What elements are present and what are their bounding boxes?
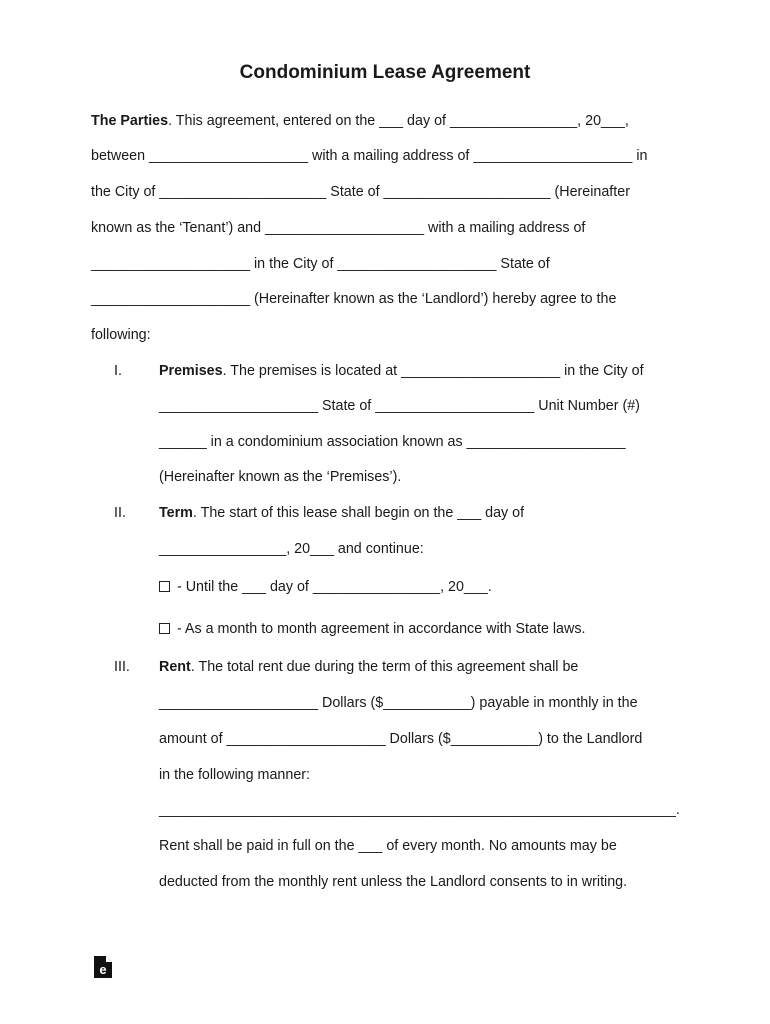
parties-line-3: the City of _____________________ State of _____________________ (Hereinafter [91, 184, 630, 200]
document-title: Condominium Lease Agreement [239, 62, 531, 83]
rent-line-4: in the following manner: [159, 767, 310, 783]
rent-line-2: ____________________ Dollars ($___________) payable in monthly in the [159, 695, 638, 711]
parties-line-1 [91, 112, 629, 130]
section-number: III. [114, 659, 130, 675]
term-text: . The start of this lease shall begin on the ___ day of [192, 505, 525, 521]
parties-line-6: ____________________ (Hereinafter known as the ‘Landlord’) hereby agree to the [91, 291, 617, 307]
eforms-logo-icon [94, 956, 112, 978]
premises-line-2: ____________________ State of ____________________ Unit Number (#) [159, 398, 640, 414]
rent-line-5: _________________________________________________________________. [159, 802, 680, 818]
term-option-until-label: - Until the ___ day of ________________, 20___. [173, 579, 492, 595]
svg-text:e: e [99, 962, 107, 977]
checkbox-month-to-month[interactable] [159, 623, 170, 634]
parties-line-4: known as the ‘Tenant’) and ____________________ with a mailing address of [91, 220, 586, 236]
rent-line-3: amount of ____________________ Dollars ($___________) to the Landlord [159, 731, 643, 747]
term-option-until [159, 578, 492, 596]
section-number: II. [114, 505, 126, 521]
checkbox-until[interactable] [159, 581, 170, 592]
term-heading: Term [159, 505, 193, 521]
premises-text: . The premises is located at ____________________ in the City of [222, 363, 644, 379]
term-option-month-label: - As a month to month agreement in accordance with State laws. [173, 621, 586, 637]
rent-text: . The total rent due during the term of this agreement shall be [190, 659, 579, 675]
parties-line-2: between ____________________ with a mailing address of ____________________ in [91, 148, 648, 164]
section-number: I. [114, 363, 122, 379]
term-line-2: ________________, 20___ and continue: [159, 541, 424, 557]
parties-text: . This agreement, entered on the ___ day of ________________, 20___, [168, 113, 629, 129]
rent-heading: Rent [159, 659, 191, 675]
premises-line-3: ______ in a condominium association known as ____________________ [159, 434, 626, 450]
parties-line-7: following: [91, 327, 151, 343]
parties-heading: The Parties [91, 113, 169, 129]
term-option-month [159, 620, 585, 638]
premises-heading: Premises [159, 363, 223, 379]
premises-line-1 [159, 362, 644, 380]
rent-line-7: deducted from the monthly rent unless the Landlord consents to in writing. [159, 874, 628, 890]
rent-line-6: Rent shall be paid in full on the ___ of every month. No amounts may be [159, 838, 617, 854]
term-line-1 [159, 504, 524, 522]
parties-line-5: ____________________ in the City of ____________________ State of [91, 256, 550, 272]
rent-line-1 [159, 658, 578, 676]
premises-line-4: (Hereinafter known as the ‘Premises’). [159, 469, 402, 485]
